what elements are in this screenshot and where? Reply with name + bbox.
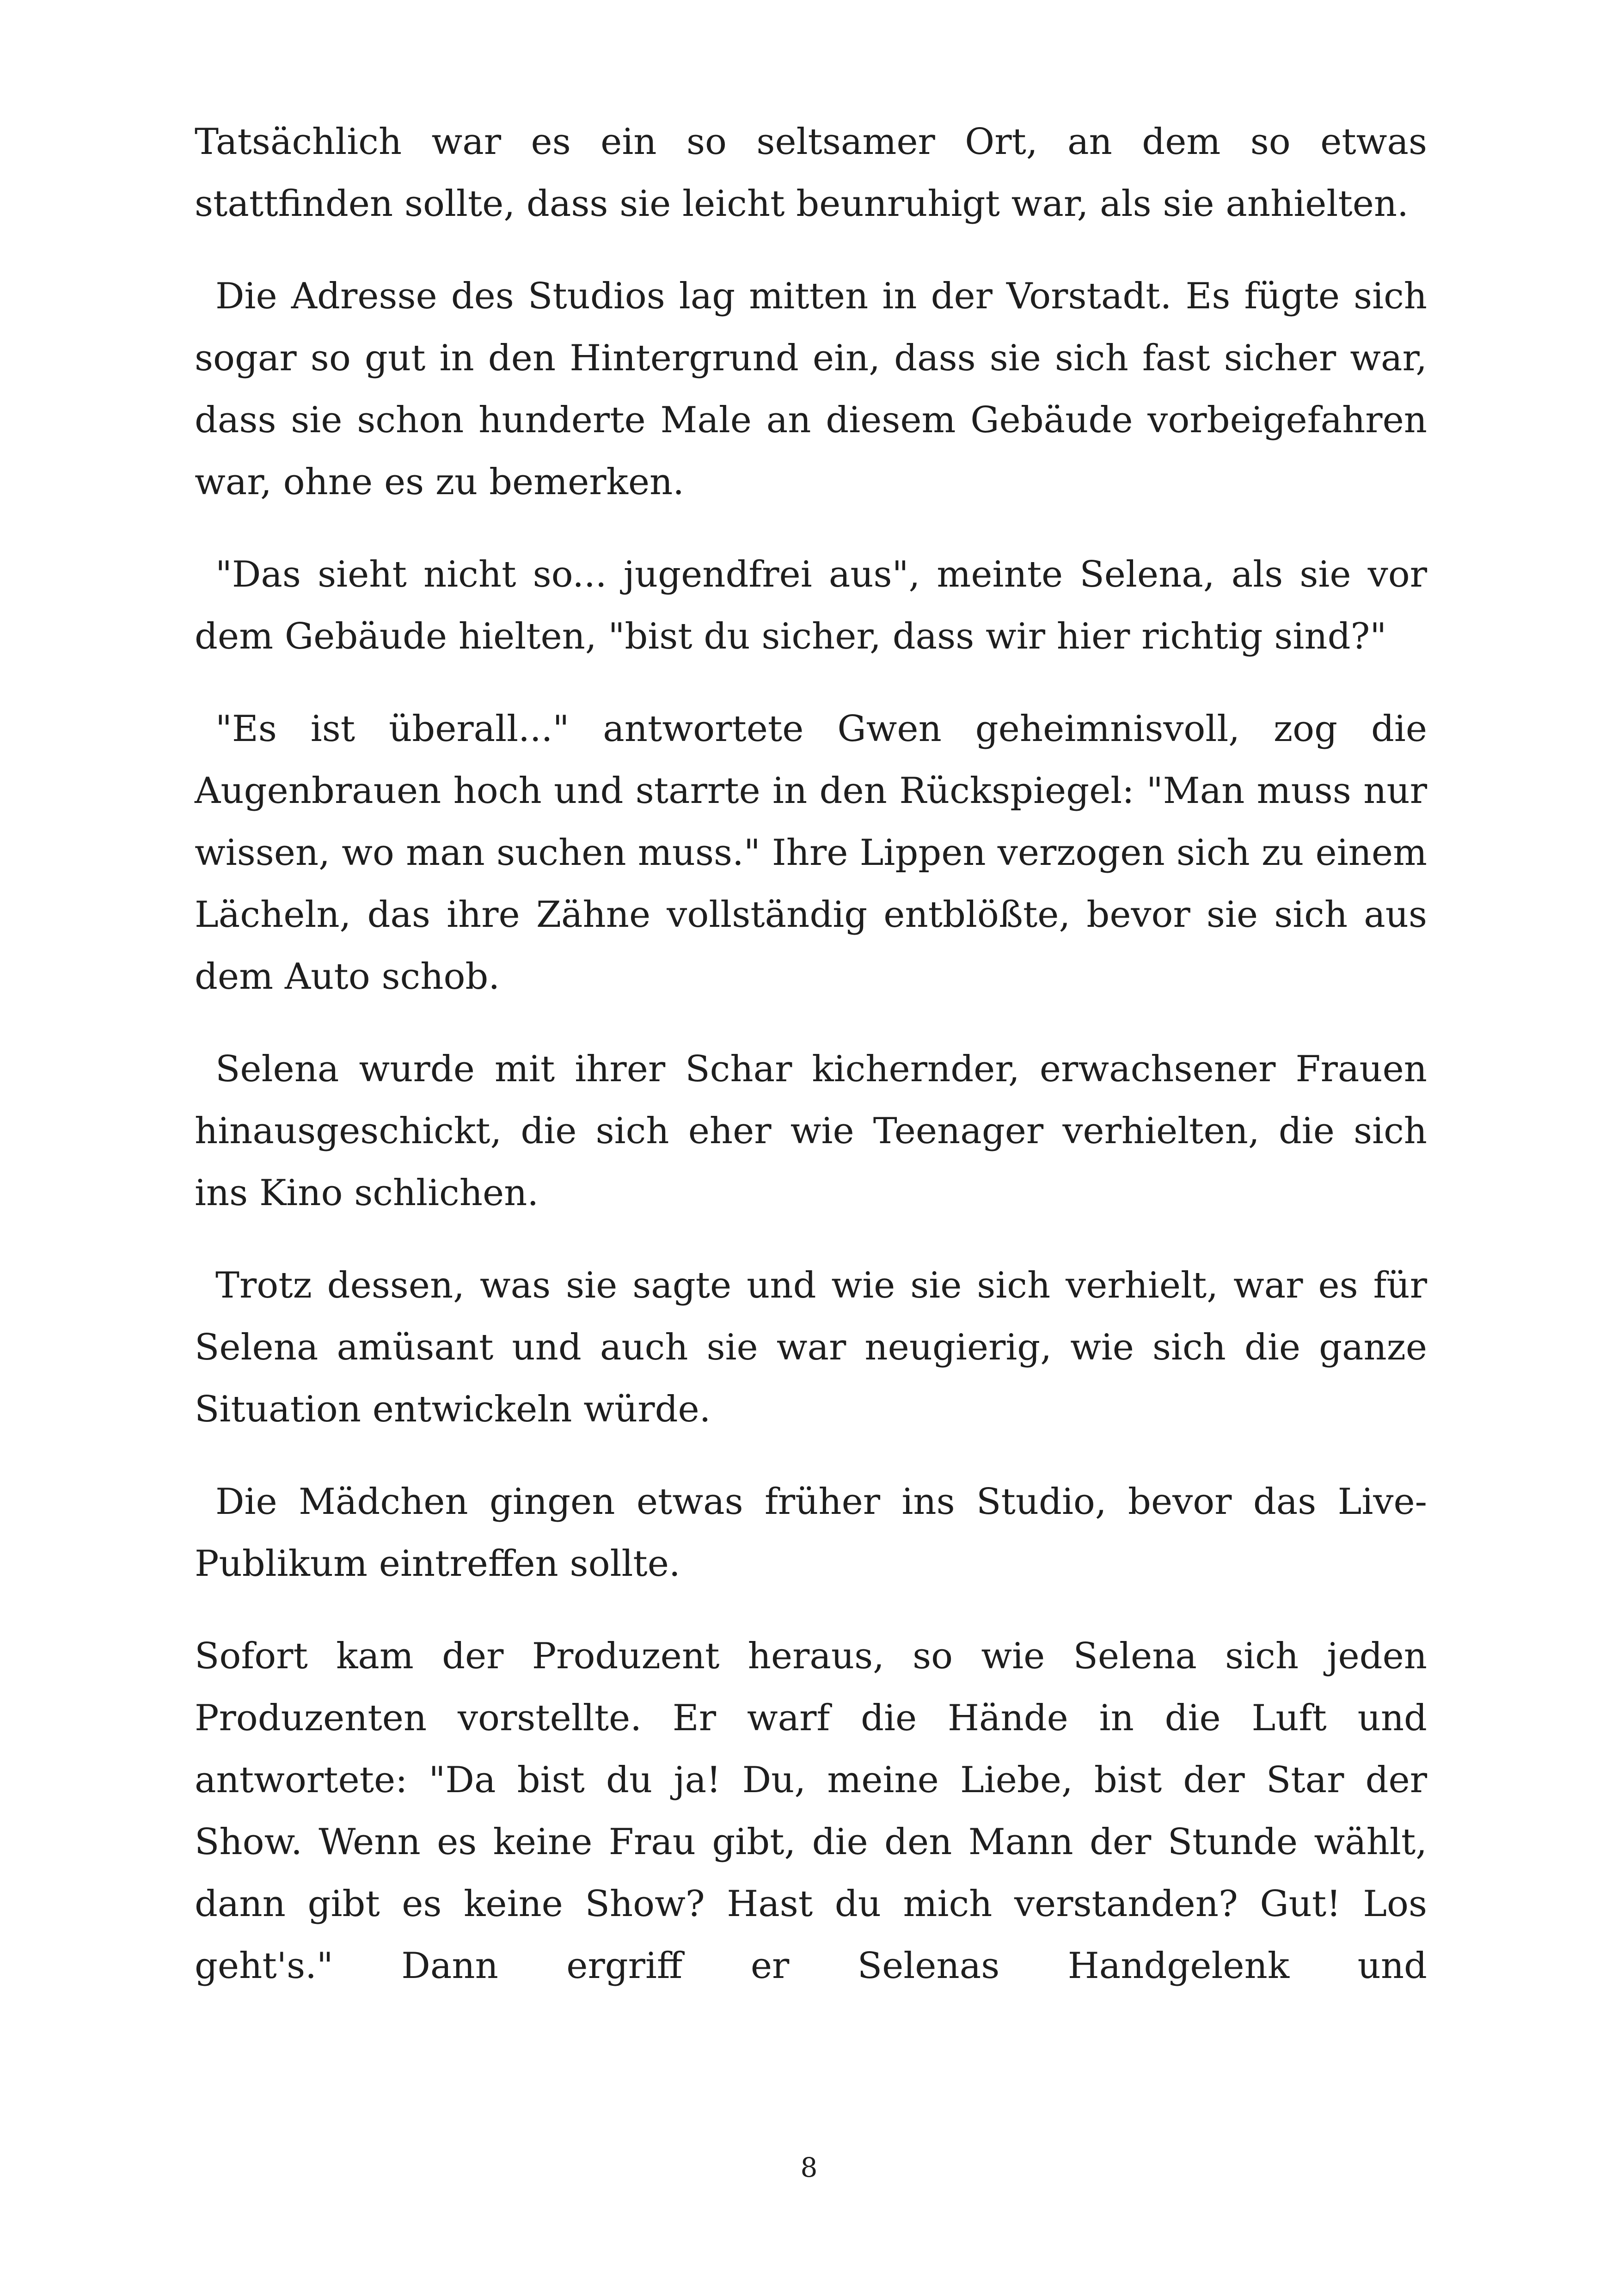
paragraph: Die Mädchen gingen etwas früher ins Studio, bevor das Live-Publikum eintreffen sollte. xyxy=(195,1481,1427,1585)
page-number: 8 xyxy=(800,2152,818,2183)
paragraph: "Es ist überall..." antwortete Gwen geheimnisvoll, zog die Augenbrauen hoch und starrte in den Rückspiegel: "Man muss nur wissen, wo man suchen muss." Ihre Lippen verzogen sich zu einem Lächeln, das ihre Zähne vollständig entblößte, bevor sie sich aus dem Auto schob. xyxy=(195,708,1427,998)
paragraph: Sofort kam der Produzent heraus, so wie Selena sich jeden Produzenten vorstellte. Er warf die Hände in die Luft und antwortete: "Da bist du ja! Du, meine Liebe, bist der Star der Show. Wenn es keine Frau gibt, die den Mann der Stunde wählt, dann gibt es keine Show? Hast du mich verstanden? Gut! Los geht's." Dann ergriff er Selenas Handgelenk und xyxy=(195,1635,1427,1987)
paragraph: "Das sieht nicht so... jugendfrei aus", meinte Selena, als sie vor dem Gebäude hielten, "bist du sicher, dass wir hier richtig sind?" xyxy=(195,554,1427,657)
body-text xyxy=(195,111,1427,1997)
paragraph: Die Adresse des Studios lag mitten in der Vorstadt. Es fügte sich sogar so gut in den Hintergrund ein, dass sie sich fast sicher war, dass sie schon hunderte Male an diesem Gebäude vorbeigefahren war, ohne es zu bemerken. xyxy=(195,276,1427,503)
paragraph: Tatsächlich war es ein so seltsamer Ort, an dem so etwas stattfinden sollte, dass sie leicht beunruhigt war, als sie anhielten. xyxy=(195,121,1427,225)
paragraph: Trotz dessen, was sie sagte und wie sie sich verhielt, war es für Selena amüsant und auch sie war neugierig, wie sich die ganze Situation entwickeln würde. xyxy=(195,1265,1427,1430)
paragraph: Selena wurde mit ihrer Schar kichernder, erwachsener Frauen hinausgeschickt, die sich eher wie Teenager verhielten, die sich ins Kino schlichen. xyxy=(195,1048,1427,1214)
